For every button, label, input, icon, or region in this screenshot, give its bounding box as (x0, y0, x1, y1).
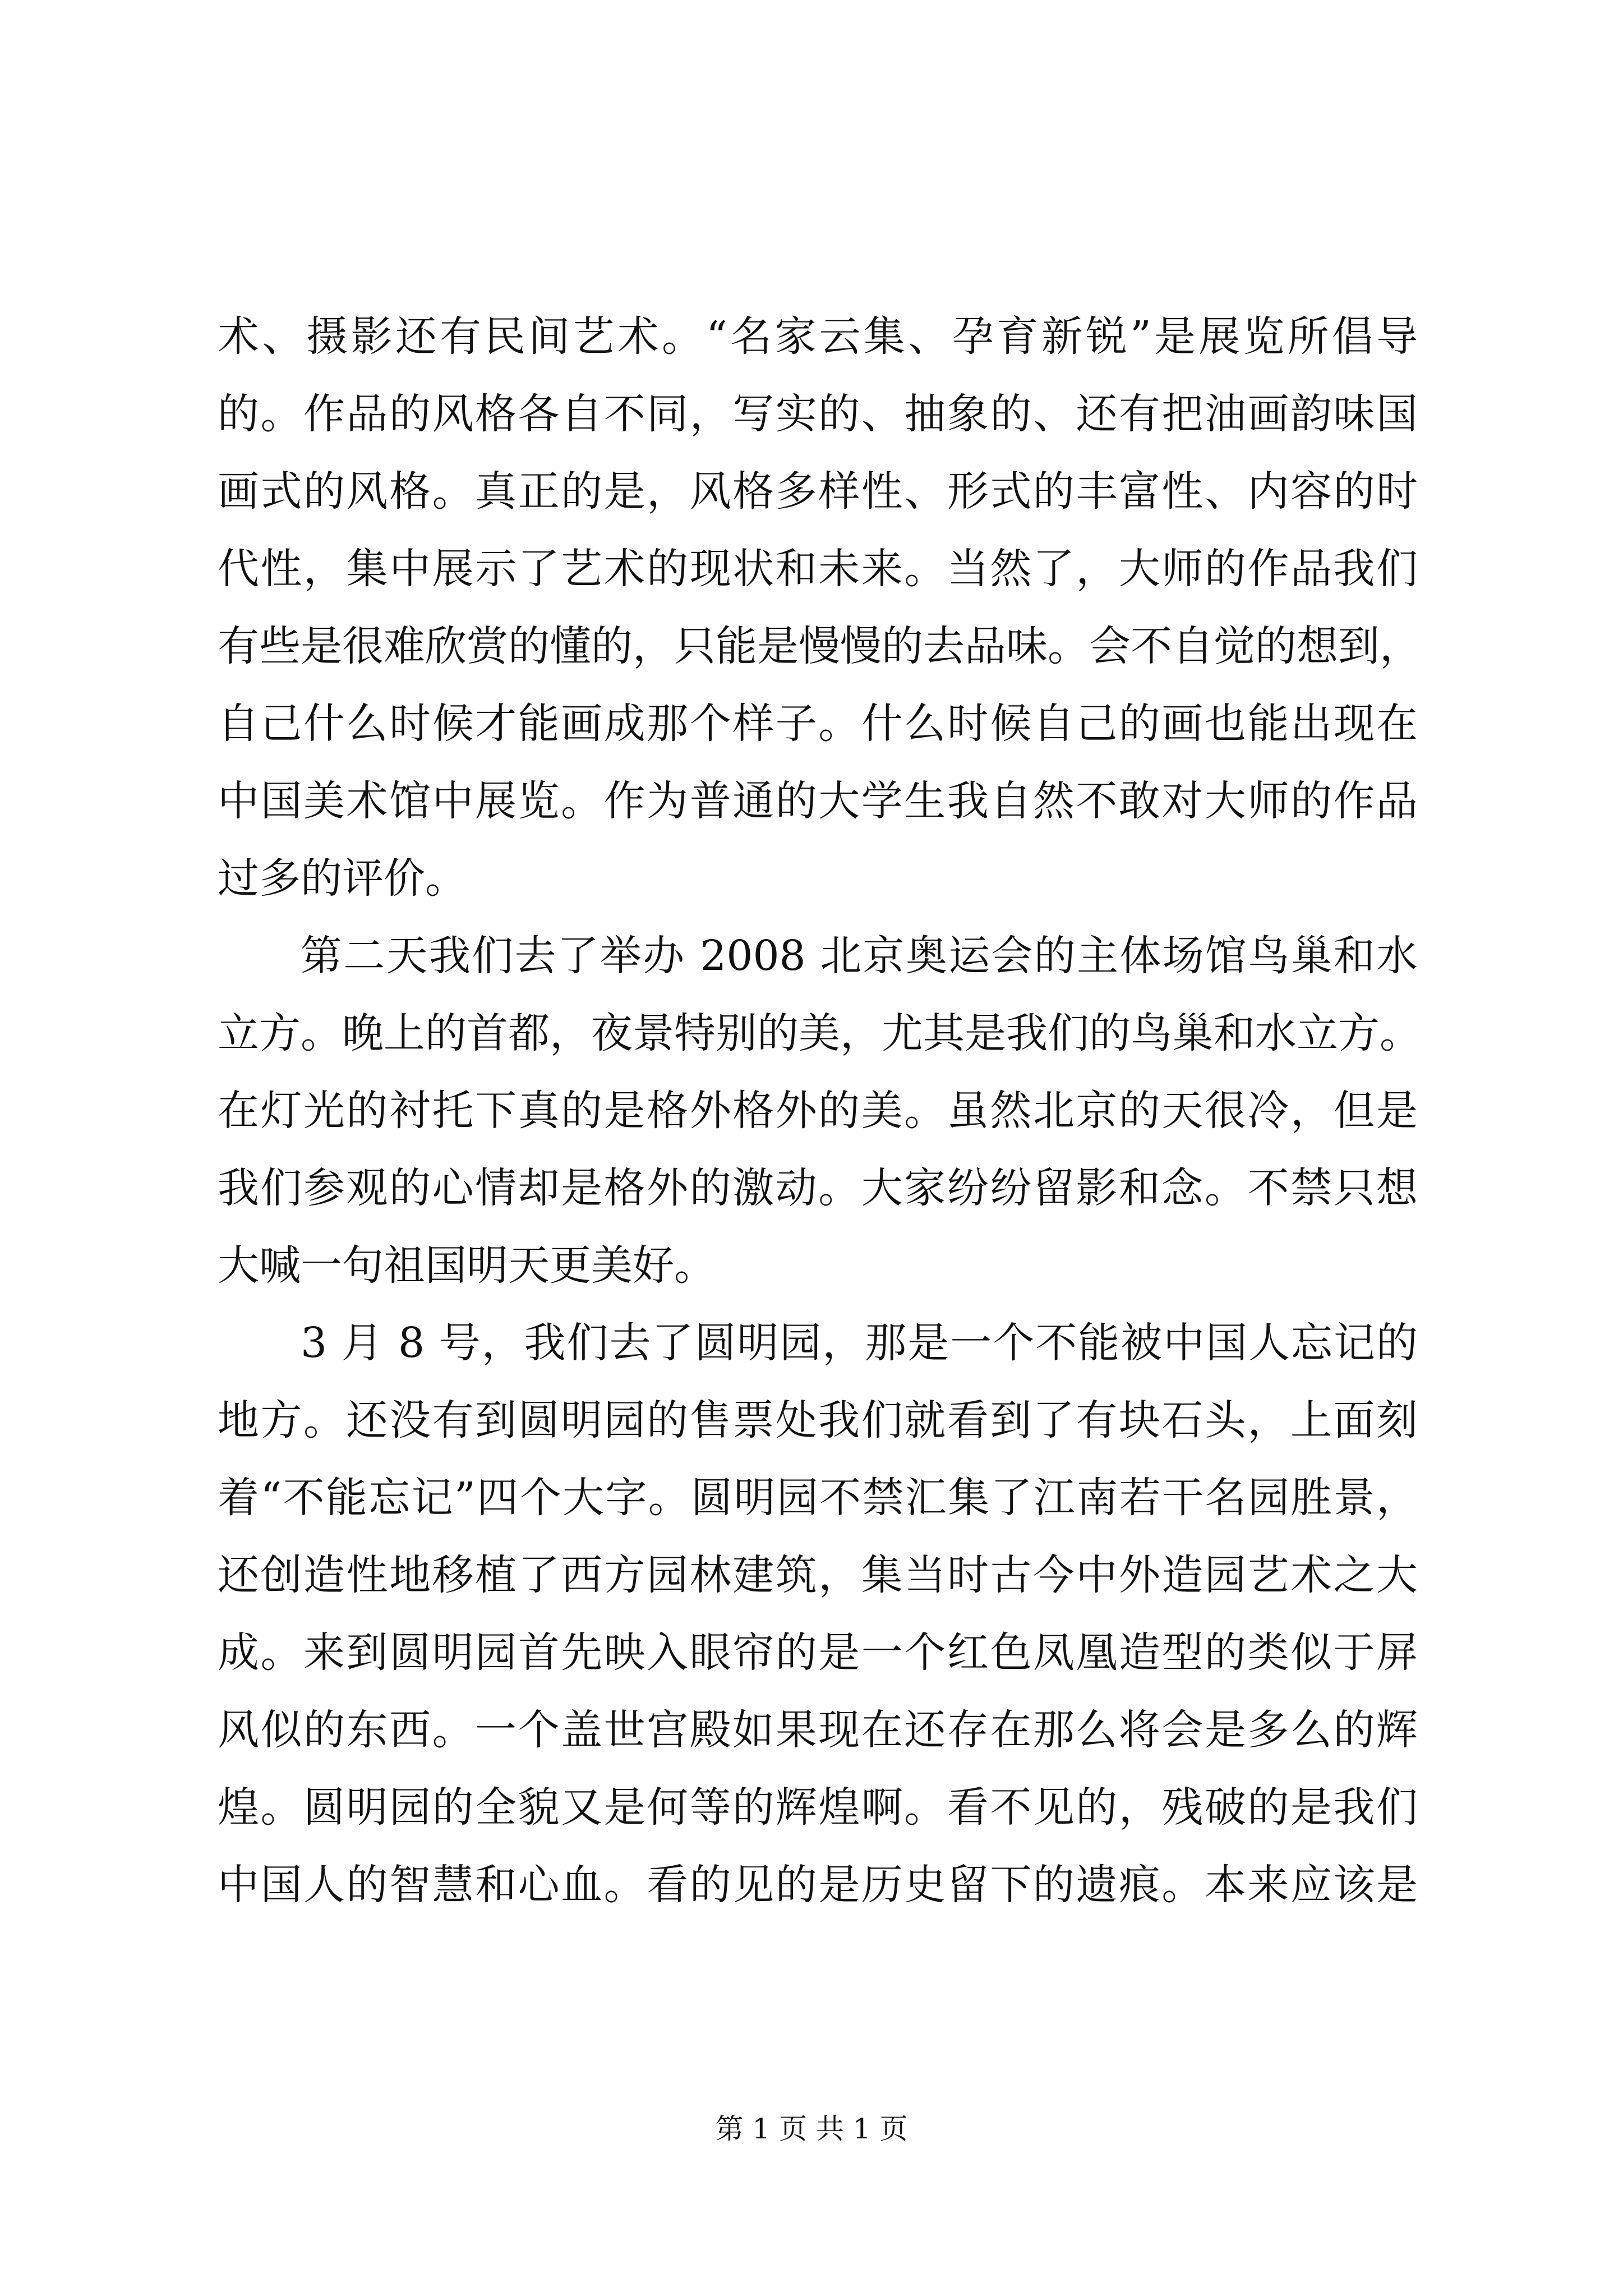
text-line: 地方。还没有到圆明园的售票处我们就看到了有块石头，上面刻 (218, 1396, 1418, 1444)
text-line: 代性，集中展示了艺术的现状和未来。当然了，大师的作品我们 (218, 545, 1418, 593)
text-line: 的。作品的风格各自不同，写实的、抽象的、还有把油画韵味国 (218, 390, 1418, 438)
paragraph-first-line: 第二天我们去了举办 2008 北京奥运会的主体场馆鸟巢和水 (301, 932, 1418, 980)
body-text (218, 298, 1421, 1924)
text-line: 立方。晚上的首都，夜景特别的美，尤其是我们的鸟巢和水立方。 (218, 1009, 1421, 1057)
page-footer (0, 2109, 1623, 2148)
text-line: 我们参观的心情却是格外的激动。大家纷纷留影和念。不禁只想 (218, 1164, 1418, 1212)
text-line: 大喊一句祖国明天更美好。 (218, 1241, 716, 1290)
text-line: 成。来到圆明园首先映入眼帘的是一个红色凤凰造型的类似于屏 (218, 1628, 1418, 1677)
page-number-label: 第 1 页 共 1 页 (715, 2113, 908, 2145)
text-line: 画式的风格。真正的是，风格多样性、形式的丰富性、内容的时 (218, 467, 1418, 516)
text-line: 中国人的智慧和心血。看的见的是历史留下的遗痕。本来应该是 (218, 1861, 1418, 1909)
text-line: 着“不能忘记”四个大字。圆明园不禁汇集了江南若干名园胜景， (218, 1474, 1418, 1522)
text-line: 煌。圆明园的全貌又是何等的辉煌啊。看不见的，残破的是我们 (218, 1783, 1418, 1832)
text-line: 术、摄影还有民间艺术。“名家云集、孕育新锐”是展览所倡导 (218, 312, 1418, 361)
text-line: 过多的评价。 (218, 854, 467, 903)
text-line: 风似的东西。一个盖世宫殿如果现在还存在那么将会是多么的辉 (218, 1706, 1418, 1754)
text-line: 自己什么时候才能画成那个样子。什么时候自己的画也能出现在 (218, 700, 1418, 748)
text-line: 在灯光的衬托下真的是格外格外的美。虽然北京的天很冷，但是 (218, 1087, 1418, 1135)
text-line: 有些是很难欣赏的懂的，只能是慢慢的去品味。会不自觉的想到， (218, 622, 1421, 670)
text-line: 还创造性地移植了西方园林建筑，集当时古今中外造园艺术之大 (218, 1551, 1418, 1599)
text-line: 中国美术馆中展览。作为普通的大学生我自然不敢对大师的作品 (218, 777, 1418, 825)
paragraph-first-line: 3 月 8 号，我们去了圆明园，那是一个不能被中国人忘记的 (301, 1319, 1418, 1367)
